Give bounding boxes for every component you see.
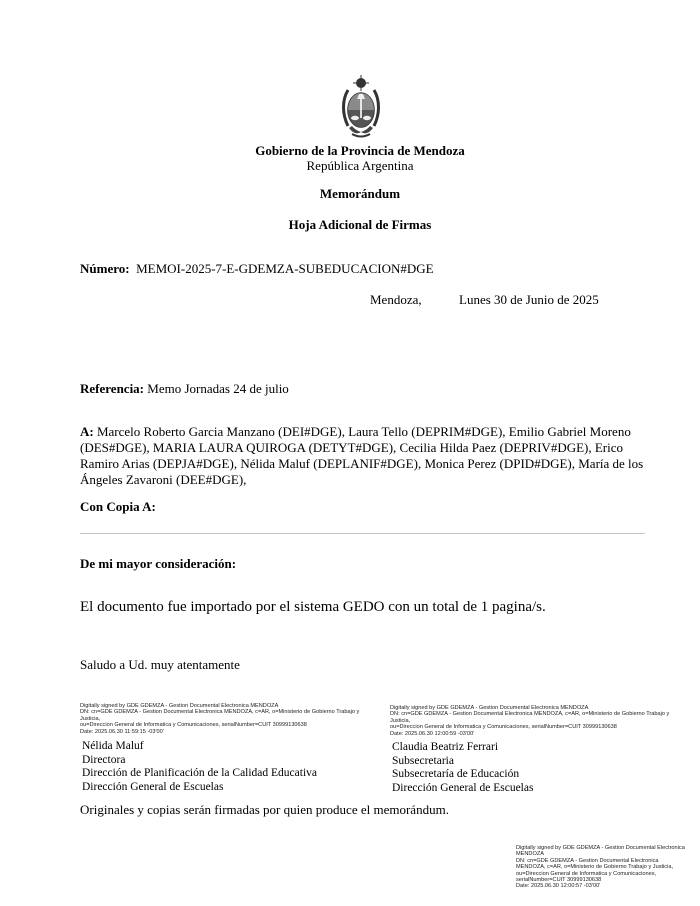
- stamp-line: MENDOZA, c=AR, o=Ministerio de Gobierno Trabajo y Justicia,: [516, 864, 673, 871]
- date: Lunes 30 de Junio de 2025: [459, 292, 599, 307]
- stamp-line: ou=Direccion General de Informatica y Comunicaciones,: [516, 870, 657, 877]
- to-label: A:: [80, 424, 94, 439]
- stamp-line: Date: 2025.06.30 11:59:15 -03'00': [80, 728, 164, 735]
- stamp-line: Date: 2025.06.30 12:00:57 -03'00': [516, 883, 601, 890]
- stamp-line: ou=Direccion General de Informatica y Comunicaciones, serialNumber=CUIT 30999130638: [80, 722, 307, 729]
- stamp-line: DN: cn=GDE GDEMZA - Gestion Documental Electronica MENDOZA, c=AR, o=Ministerio de Gobierno Trabajo y Justicia,: [80, 709, 360, 722]
- stamp-line: MENDOZA: [516, 851, 544, 858]
- signer-name: Claudia Beatriz Ferrari: [392, 741, 499, 753]
- reference-value: Memo Jornadas 24 de julio: [147, 381, 289, 396]
- document-subtitle: Hoja Adicional de Firmas: [288, 217, 432, 232]
- reference-label: Referencia:: [80, 381, 145, 396]
- stamp-line: Digitally signed by GDE GDEMZA - Gestion Documental Electronica MENDOZA: [390, 705, 589, 711]
- number-label: Número:: [80, 261, 130, 276]
- digital-signature-stamp-2: [390, 705, 690, 737]
- signer-name: Nélida Maluf: [82, 740, 144, 752]
- closing: Saludo a Ud. muy atentamente: [80, 657, 240, 672]
- signer-unit: Dirección de Planificación de la Calidad Educativa: [82, 767, 318, 779]
- signer-org: Dirección General de Escuelas: [392, 781, 534, 794]
- signer-block-2: [392, 741, 672, 795]
- country-name: República Argentina: [306, 158, 414, 173]
- stamp-line: serialNumber=CUIT 30999130638: [516, 877, 602, 884]
- number-value: MEMOI-2025-7-E-GDEMZA-SUBEDUCACION#DGE: [136, 261, 434, 276]
- footer-digital-signature: [516, 845, 686, 890]
- signer-org: Dirección General de Escuelas: [82, 780, 224, 793]
- document-type: Memorándum: [319, 186, 401, 201]
- city: Mendoza,: [370, 292, 422, 307]
- stamp-line: DN: cn=GDE GDEMZA - Gestion Documental Electronica: [516, 857, 659, 864]
- divider: [80, 533, 645, 534]
- government-name: Gobierno de la Provincia de Mendoza: [255, 143, 465, 158]
- stamp-line: Digitally signed by GDE GDEMZA - Gestion Documental Electronica MENDOZA: [80, 703, 279, 709]
- coat-of-arms-logo: [338, 74, 384, 140]
- stamp-line: ou=Direccion General de Informatica y Comunicaciones, serialNumber=CUIT 30999130638: [390, 724, 617, 731]
- digital-signature-stamp-1: [80, 703, 380, 735]
- footer-note: Originales y copias serán firmadas por quien produce el memorándum.: [80, 802, 449, 817]
- salutation: De mi mayor consideración:: [80, 556, 237, 571]
- cc-label: Con Copia A:: [80, 499, 156, 514]
- stamp-line: Date: 2025.06.30 12:00:59 -03'00': [390, 730, 475, 737]
- signer-title: Directora: [82, 753, 126, 766]
- reference-line: [80, 381, 289, 397]
- recipients: [80, 424, 646, 488]
- number-line: [80, 261, 434, 277]
- stamp-line: Digitally signed by GDE GDEMZA - Gestion Documental Electronica: [516, 845, 685, 851]
- to-value: Marcelo Roberto Garcia Manzano (DEI#DGE), Laura Tello (DEPRIM#DGE), Emilio Gabriel Moreno (DES#DGE), MARIA LAURA QUIROGA (DETYT#DGE), Cecilia Hilda Paez (DEPRIV#DGE), Erico Ramiro Arias (DEPJA#DGE), Nélida Maluf (DEPLANIF#DGE), Monica Perez (DPID#DGE), María de los Ángeles Zavaroni (DEE#DGE),: [80, 424, 644, 487]
- signer-block-1: [82, 740, 362, 794]
- signer-unit: Subsecretaría de Educación: [392, 768, 520, 780]
- body-text: El documento fue importado por el sistema GEDO con un total de 1 pagina/s.: [80, 599, 546, 615]
- stamp-line: DN: cn=GDE GDEMZA - Gestion Documental Electronica MENDOZA, c=AR, o=Ministerio de Gobierno Trabajo y Justicia,: [390, 711, 670, 724]
- signer-title: Subsecretaria: [392, 754, 454, 767]
